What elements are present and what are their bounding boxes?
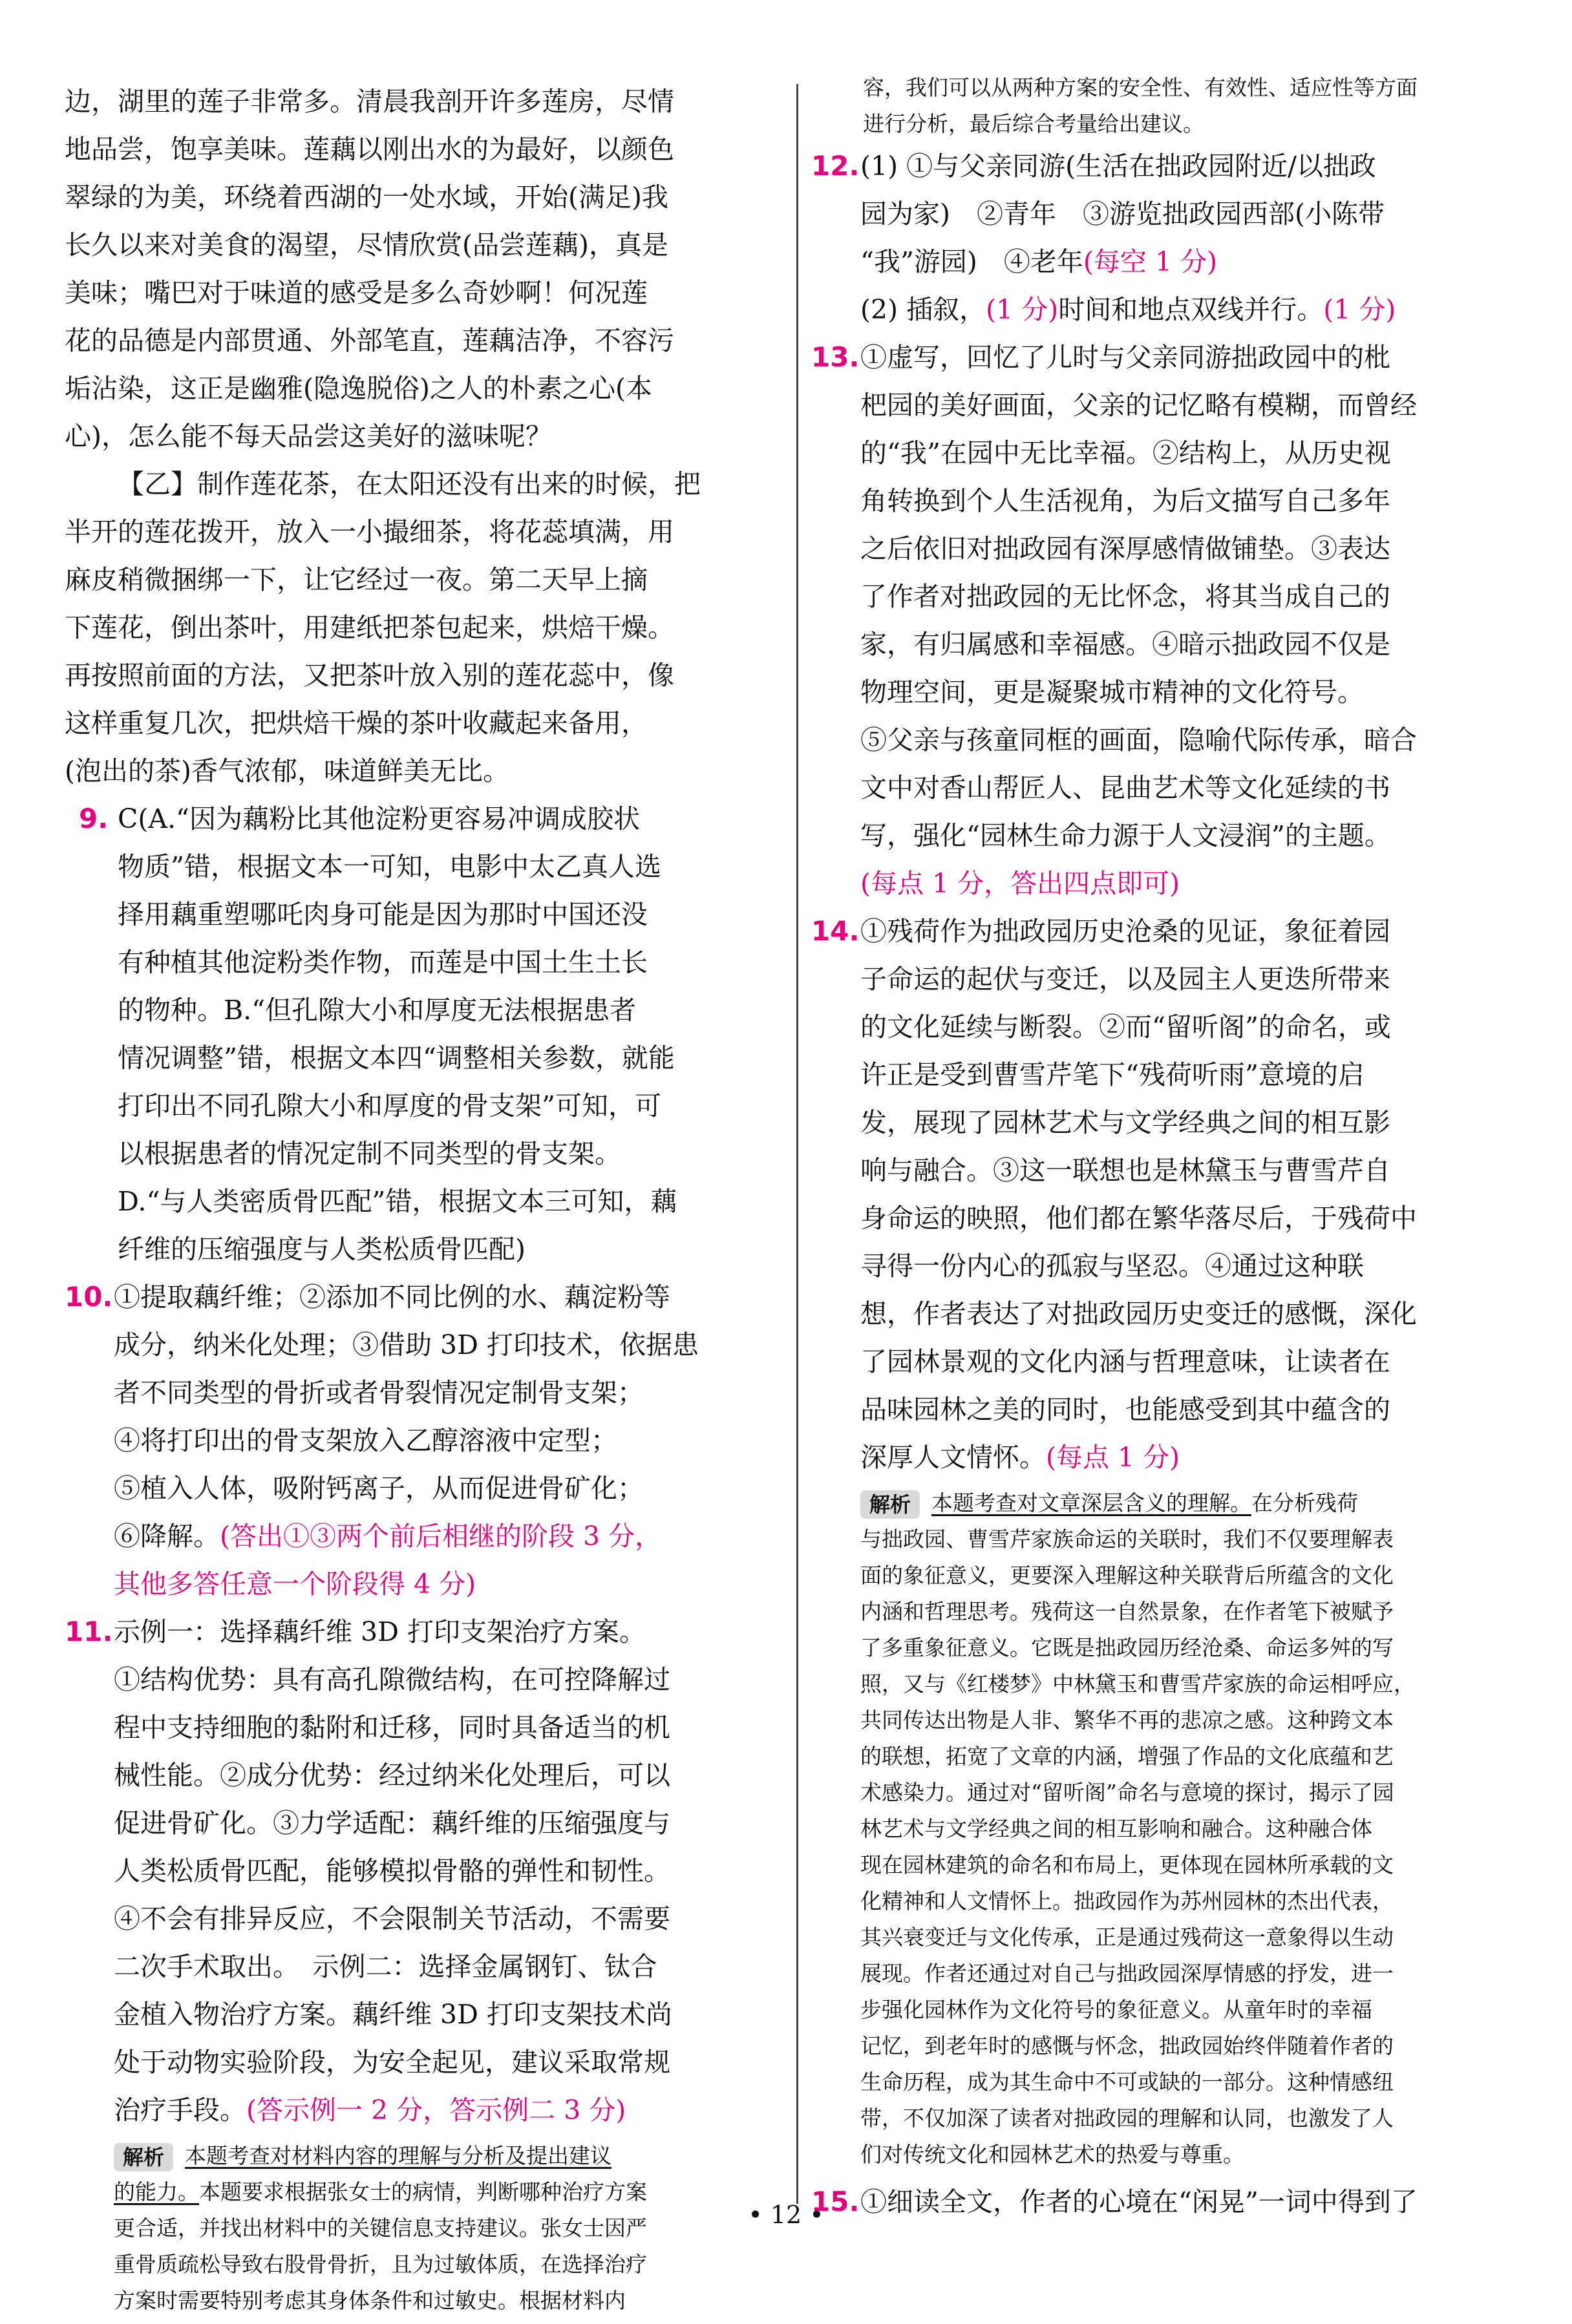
- text-line: ④不会有排异反应，不会限制关节活动，不需要: [114, 1903, 670, 1934]
- text-line: 金植入物治疗方案。藕纤维 3D 打印支架技术尚: [114, 1999, 673, 2030]
- analysis-continued: [811, 70, 1516, 142]
- right-column: [811, 70, 1516, 2226]
- text-line: 示例一：选择藕纤维 3D 打印支架治疗方案。: [114, 1616, 646, 1647]
- text-line: C(A.“因为藕粉比其他淀粉更容易冲调成胶状: [118, 803, 640, 834]
- answer-body: [114, 1273, 785, 1608]
- question-number: 9.: [79, 803, 109, 834]
- text-line: [860, 286, 1516, 333]
- translation-jia-continued: [65, 78, 785, 460]
- text-line: ④将打印出的骨支架放入乙醇溶液中定型；: [114, 1425, 617, 1456]
- analysis-line: 其兴衰变迁与文化传承，正是通过残荷这一意象得以生动: [860, 1925, 1394, 1950]
- text-line: 以根据患者的情况定制不同类型的骨支架。: [118, 1138, 621, 1169]
- text-line: [114, 2086, 785, 2134]
- text-line: ⑤父亲与孩童同框的画面，隐喻代际传承，暗合: [860, 724, 1417, 755]
- question-number: 12.: [811, 150, 860, 182]
- analysis-line: 现在园林建筑的命名和布局上，更体现在园林所承载的文: [860, 1852, 1394, 1877]
- text-line: 之后依旧对拙政园有深厚感情做铺垫。③表达: [860, 533, 1390, 564]
- analysis-line: 林艺术与文学经典之间的相互影响和融合。这种融合体: [860, 1816, 1372, 1841]
- text-line: 【乙】制作莲花茶，在太阳还没有出来的时候，把: [118, 469, 701, 500]
- text-line: ⑤植入人体，吸附钙离子，从而促进骨矿化；: [114, 1473, 644, 1504]
- analysis-underlined: 本题考查对文章深层含义的理解。: [931, 1490, 1252, 1516]
- text-line: [860, 238, 1516, 286]
- analysis-block: [811, 1485, 1516, 2173]
- text-line: 物理空间，更是凝聚城市精神的文化符号。: [860, 677, 1364, 708]
- text-line: 下莲花，倒出茶叶，用建纸把茶包起来，烘焙干燥。: [65, 612, 674, 643]
- text-line: 成分，纳米化处理；③借助 3D 打印技术，依据患: [114, 1329, 699, 1360]
- text-line: ①细读全文，作者的心境在“闲晃”一词中得到了: [860, 2186, 1418, 2217]
- text-line: 花的品德是内部贯通、外部笔直，莲藕洁净，不容污: [65, 325, 674, 356]
- analysis-underlined: 的能力。: [114, 2179, 199, 2204]
- text-line: 处于动物实验阶段，为安全起见，建议采取常规: [114, 2047, 670, 2078]
- text-line: 写，强化“园林生命力源于人文浸润”的主题。: [860, 820, 1391, 851]
- text-line: 纤维的压缩强度与人类松质骨匹配): [118, 1234, 526, 1265]
- text-line: 程中支持细胞的黏附和迁移，同时具备适当的机: [114, 1712, 670, 1743]
- text-line: 择用藕重塑哪吒肉身可能是因为那时中国还没: [118, 899, 648, 930]
- text-line: 长久以来对美食的渴望，尽情欣赏(品尝莲藕)，真是: [65, 229, 668, 260]
- score-note: (答出①③两个前后相继的阶段 3 分，: [220, 1521, 662, 1552]
- text-line: 人类松质骨匹配，能够模拟骨骼的弹性和韧性。: [114, 1855, 670, 1886]
- analysis-line: 照，又与《红楼梦》中林黛玉和曹雪芹家族的命运相呼应，: [860, 1671, 1415, 1696]
- page-number: • 12 •: [748, 2201, 824, 2229]
- left-column: [65, 78, 785, 2324]
- analysis-line: 化精神和人文情怀上。拙政园作为苏州园林的杰出代表，: [860, 1888, 1394, 1914]
- text-line: 的文化延续与断裂。②而“留听阁”的命名，或: [860, 1011, 1391, 1042]
- text-line: 美味；嘴巴对于味道的感受是多么奇妙啊！何况莲: [65, 277, 648, 308]
- analysis-line: 的联想，拓宽了文章的内涵，增强了作品的文化底蕴和艺: [860, 1744, 1394, 1769]
- text-line: 半开的莲花拨开，放入一小撮细茶，将花蕊填满，用: [65, 516, 674, 547]
- column-divider: [796, 84, 798, 2204]
- text-line: 翠绿的为美，环绕着西湖的一处水域，开始(满足)我: [65, 182, 668, 213]
- answer-body: [118, 795, 785, 1273]
- text-line: 地品尝，饱享美味。莲藕以刚出水的为最好，以颜色: [65, 134, 674, 165]
- text-line: 者不同类型的骨折或者骨裂情况定制骨支架；: [114, 1377, 644, 1408]
- text-line: ①残荷作为拙政园历史沧桑的见证，象征着园: [860, 916, 1390, 947]
- analysis-line: 了多重象征意义。它既是拙政园历经沧桑、命运多舛的写: [860, 1635, 1394, 1660]
- analysis-text: 本题要求根据张女士的病情，判断哪种治疗方案: [199, 2179, 647, 2204]
- analysis-tag: 解析: [860, 1490, 920, 1519]
- text-fragment: 深厚人文情怀。: [860, 1442, 1046, 1473]
- question-number: 14.: [811, 915, 860, 947]
- text-line: 的“我”在园中无比幸福。②结构上，从历史视: [860, 438, 1391, 469]
- text-line: 二次手术取出。 示例二：选择金属钢钉、钛合: [114, 1951, 657, 1982]
- text-line: 这样重复几次，把烘焙干燥的茶叶收藏起来备用，: [65, 708, 648, 739]
- text-line: 想，作者表达了对拙政园历史变迁的感慨，深化: [860, 1298, 1417, 1329]
- text-line: 物质”错，根据文本一可知，电影中太乙真人选: [118, 851, 661, 882]
- text-line: 寻得一份内心的孤寂与坚忍。④通过这种联: [860, 1251, 1364, 1282]
- analysis-line: 记忆，到老年时的感慨与怀念，拙政园始终伴随着作者的: [860, 2033, 1394, 2058]
- analysis-line: 与拙政园、曹雪芹家族命运的关联时，我们不仅要理解表: [860, 1526, 1394, 1552]
- analysis-line: 进行分析，最后综合考量给出建议。: [863, 111, 1204, 136]
- translation-yi: [65, 460, 785, 508]
- analysis-line: 重骨质疏松导致右股骨骨折，且为过敏体质，在选择治疗: [114, 2252, 647, 2277]
- answer-14: [811, 907, 1516, 1481]
- analysis-line: 容，我们可以从两种方案的安全性、有效性、适应性等方面: [863, 75, 1418, 100]
- text-line: 有种植其他淀粉类作物，而莲是中国土生土长: [118, 947, 648, 978]
- text-line: 打印出不同孔隙大小和厚度的骨支架”可知，可: [118, 1090, 661, 1121]
- score-note: (每点 1 分，答出四点即可): [860, 868, 1180, 899]
- analysis-line: 展现。作者还通过对自己与拙政园深厚情感的抒发，进一: [860, 1961, 1394, 1986]
- text-line: 情况调整”错，根据文本四“调整相关参数，就能: [118, 1042, 675, 1073]
- text-line: 了作者对拙政园的无比怀念，将其当成自己的: [860, 581, 1390, 612]
- analysis-line: 术感染力。通过对“留听阁”命名与意境的探讨，揭示了园: [860, 1780, 1394, 1805]
- text-line: (泡出的茶)香气浓郁，味道鲜美无比。: [65, 755, 509, 787]
- text-line: 角转换到个人生活视角，为后文描写自己多年: [860, 485, 1390, 516]
- text-line: 许正是受到曹雪芹笔下“残荷听雨”意境的启: [860, 1059, 1365, 1090]
- answer-10: [65, 1273, 785, 1608]
- text-fragment: 治疗手段。: [114, 2095, 246, 2126]
- analysis-line: 带，不仅加深了读者对拙政园的理解和认同，也激发了人: [860, 2106, 1394, 2131]
- text-line: [114, 1512, 785, 1560]
- text-line: 促进骨矿化。③力学适配：藕纤维的压缩强度与: [114, 1808, 670, 1839]
- text-line: 杷园的美好画面，父亲的记忆略有模糊，而曾经: [860, 390, 1417, 421]
- analysis-line: 更合适，并找出材料中的关键信息支持建议。张女士因严: [114, 2215, 647, 2241]
- text-line: 园为家) ②青年 ③游览拙政园西部(小陈带: [860, 198, 1385, 229]
- score-note: 其他多答任意一个阶段得 4 分): [114, 1569, 476, 1600]
- score-note: (1 分): [986, 294, 1059, 325]
- analysis-line: [114, 2138, 785, 2174]
- analysis-line: 方案时需要特别考虑其身体条件和过敏史。根据材料内: [114, 2288, 626, 2313]
- text-line: 了园林景观的文化内涵与哲理意味，让读者在: [860, 1346, 1390, 1377]
- text-fragment: 时间和地点双线并行。: [1058, 294, 1324, 325]
- answer-body: [860, 907, 1516, 1481]
- answer-body: [860, 333, 1516, 907]
- text-line: 发，展现了园林艺术与文学经典之间的相互影: [860, 1107, 1390, 1138]
- answer-12: [811, 142, 1516, 333]
- text-line: 响与融合。③这一联想也是林黛玉与曹雪芹自: [860, 1155, 1390, 1186]
- score-note: (1 分): [1323, 294, 1396, 325]
- question-number: 13.: [811, 341, 860, 373]
- text-line: 心)，怎么能不每天品尝这美好的滋味呢？: [65, 421, 552, 452]
- question-number: 15.: [811, 2186, 860, 2217]
- text-line: 再按照前面的方法，又把茶叶放入别的莲花蕊中，像: [65, 660, 674, 691]
- text-line: [860, 1433, 1516, 1481]
- text-line: (1) ①与父亲同游(生活在拙政园附近/以拙政: [860, 151, 1376, 182]
- score-note: (每空 1 分): [1083, 246, 1218, 277]
- analysis-line: 们对传统文化和园林艺术的热爱与尊重。: [860, 2142, 1244, 2167]
- text-line: 麻皮稍微捆绑一下，让它经过一夜。第二天早上摘: [65, 564, 648, 595]
- question-number: 11.: [65, 1616, 113, 1647]
- text-line: 子命运的起伏与变迁，以及园主人更迭所带来: [860, 964, 1390, 995]
- analysis-line: 内涵和哲理思考。残荷这一自然景象，在作者笔下被赋予: [860, 1599, 1394, 1624]
- text-line: 文中对香山帮匠人、昆曲艺术等文化延续的书: [860, 772, 1390, 803]
- text-line: 的物种。B.“但孔隙大小和厚度无法根据患者: [118, 995, 637, 1026]
- text-line: 家，有归属感和幸福感。④暗示拙政园不仅是: [860, 629, 1390, 660]
- text-line: ①结构优势：具有高孔隙微结构，在可控降解过: [114, 1664, 670, 1695]
- text-fragment: “我”游园) ④老年: [860, 246, 1083, 277]
- answer-body: [860, 142, 1516, 333]
- analysis-tag: 解析: [114, 2143, 173, 2171]
- text-fragment: ⑥降解。: [114, 1521, 220, 1552]
- text-line: 械性能。②成分优势：经过纳米化处理后，可以: [114, 1760, 670, 1791]
- analysis-line: 面的象征意义，更要深入理解这种关联背后所蕴含的文化: [860, 1563, 1394, 1588]
- analysis-text: 在分析残荷: [1251, 1490, 1359, 1516]
- analysis-line: [860, 1485, 1516, 1521]
- text-line: 边，湖里的莲子非常多。清晨我剖开许多莲房，尽情: [65, 86, 674, 117]
- score-note: (答示例一 2 分，答示例二 3 分): [246, 2095, 626, 2126]
- score-note: (每点 1 分): [1046, 1442, 1180, 1473]
- text-line: 品味园林之美的同时，也能感受到其中蕴含的: [860, 1394, 1390, 1425]
- text-fragment: (2) 插叙，: [860, 294, 986, 325]
- answer-9: [65, 795, 785, 1273]
- analysis-line: 步强化园林作为文化符号的象征意义。从童年时的幸福: [860, 1997, 1372, 2022]
- text-line: ①虚写，回忆了儿时与父亲同游拙政园中的枇: [860, 342, 1390, 373]
- analysis-line: 生命历程，成为其生命中不可或缺的一部分。这种情感纽: [860, 2069, 1394, 2095]
- analysis-line: 共同传达出物是人非、繁华不再的悲凉之感。这种跨文本: [860, 1707, 1394, 1733]
- translation-yi-rest: [65, 508, 785, 795]
- question-number: 10.: [65, 1281, 113, 1313]
- text-line: 垢沾染，这正是幽雅(隐逸脱俗)之人的朴素之心(本: [65, 373, 652, 404]
- answer-13: [811, 333, 1516, 907]
- text-line: ①提取藕纤维；②添加不同比例的水、藕淀粉等: [114, 1282, 670, 1313]
- text-line: 身命运的映照，他们都在繁华落尽后，于残荷中: [860, 1203, 1417, 1234]
- analysis-underlined: 本题考查对材料内容的理解与分析及提出建议: [185, 2143, 612, 2168]
- text-line: D.“与人类密质骨匹配”错，根据文本三可知，藕: [118, 1186, 677, 1217]
